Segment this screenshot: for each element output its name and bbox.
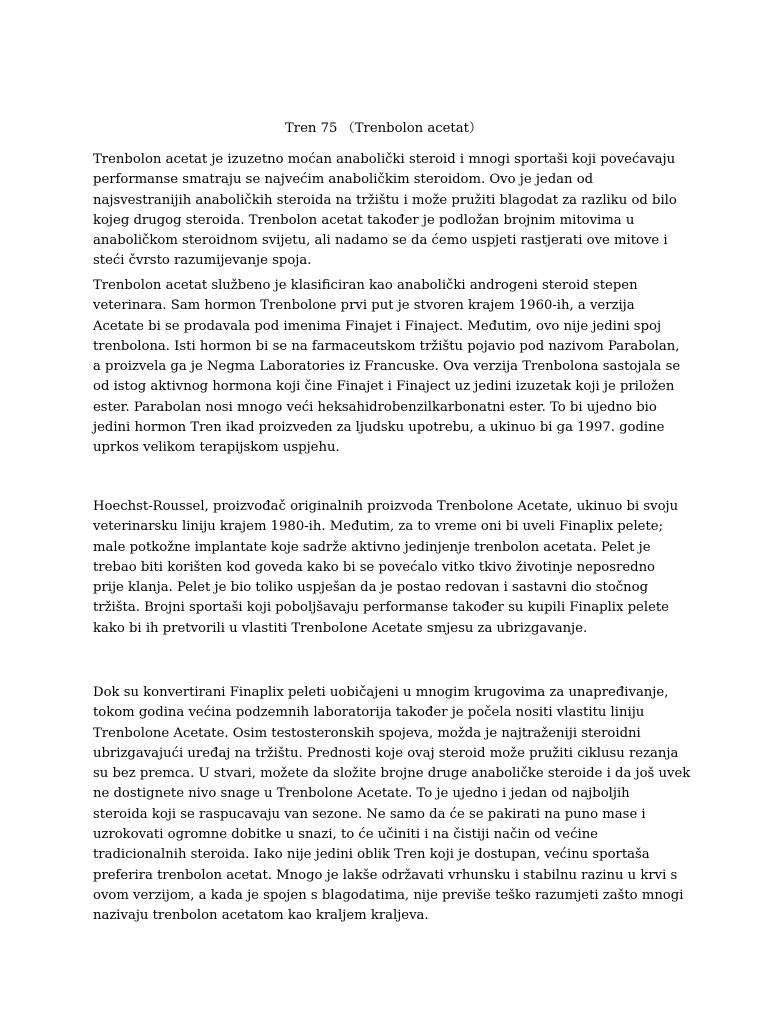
text-line: veterinara. Sam hormon Trenbolone prvi put je stvoren krajem 1960-ih, a verzija <box>93 298 635 314</box>
text-line: tržišta. Brojni sportaši koji poboljšavaju performanse također su kupili Finaplix pelete <box>93 600 669 616</box>
text-line: ovom verzijom, a kada je spojen s blagodatima, nije previše teško razumjeti zašto mnogi <box>93 887 684 903</box>
text-line: jedini hormon Tren ikad proizveden za ljudsku upotrebu, a ukinuo bi ga 1997. godine <box>93 420 665 436</box>
text-line: tokom godina većina podzemnih laboratorija također je počela nositi vlastitu liniju <box>93 705 645 721</box>
text-line: od istog aktivnog hormona koji čine Finajet i Finaject uz jedini izuzetak koji je priložen <box>93 379 675 395</box>
text-line: ester. Parabolan nosi mnogo veći heksahidrobenzilkarbonatni ester. To bi ujedno bio <box>93 399 657 415</box>
text-line: veterinarsku liniju krajem 1980-ih. Međutim, za to vreme oni bi uveli Finaplix pelete; <box>93 519 664 535</box>
text-line: ne dostignete nivo snage u Trenbolone Acetate. To je ujedno i jedan od najboljih <box>93 786 630 802</box>
text-line: preferira trenbolon acetat. Mnogo je lakše održavati vrhunsku i stabilnu razinu u krvi s <box>93 867 678 883</box>
text-line: Acetate bi se prodavala pod imenima Finajet i Finaject. Međutim, ovo nije jedini spoj <box>93 318 662 334</box>
paragraph-history <box>93 497 678 639</box>
text-line: ubrizgavajući uređaj na tržištu. Prednosti koje ovaj steroid može pružiti ciklusu rezanja <box>93 745 679 761</box>
paragraph-intro <box>93 150 677 272</box>
text-line: prije klanja. Pelet je bio toliko uspješan da je postao redovan i sastavni dio stočnog <box>93 580 649 596</box>
paragraph-usage <box>93 683 690 927</box>
paragraph-classification <box>93 276 680 459</box>
text-line: Hoechst-Roussel, proizvođač originalnih proizvoda Trenbolone Acetate, ukinuo bi svoju <box>93 499 679 514</box>
text-line: Trenbolon acetat službeno je klasificiran kao anabolički androgeni steroid stepen <box>93 278 638 293</box>
text-line: steroida koji se raspucavaju van sezone. Ne samo da će se pakirati na puno mase i <box>93 806 646 822</box>
text-line: a proizvela ga je Negma Laboratories iz Francuske. Ova verzija Trenbolona sastojala se <box>93 359 681 375</box>
text-line: performanse smatraju se najvećim anaboličkim steroidom. Ovo je jedan od <box>93 172 594 188</box>
text-line: uzrokovati ogromne dobitke u snazi, to će učiniti i na čistiji način od većine <box>93 827 598 843</box>
text-line: kako bi ih pretvorili u vlastiti Trenbolone Acetate smjesu za ubrizgavanje. <box>93 620 588 636</box>
text-line: Dok su konvertirani Finaplix peleti uobičajeni u mnogim krugovima za unapređivanje, <box>93 685 669 700</box>
text-line: trebao biti korišten kod goveda kako bi se povećalo vitko tkivo životinje neposredno <box>93 559 656 575</box>
text-line: kojeg drugog steroida. Trenbolon acetat također je podložan brojnim mitovima u <box>93 212 635 228</box>
text-line: Trenbolon acetat je izuzetno moćan anabolički steroid i mnogi sportaši koji povećavaju <box>93 152 676 167</box>
text-line: anaboličkom steroidnom svijetu, ali nadamo se da ćemo uspjeti rastjerati ove mitove i <box>93 233 668 249</box>
text-line: su bez premca. U stvari, možete da složite brojne druge anaboličke steroide i da još uvek <box>93 766 691 782</box>
text-line: steći čvrsto razumijevanje spoja. <box>93 253 312 269</box>
text-line: nazivaju trenbolon acetatom kao kraljem kraljeva. <box>93 908 429 924</box>
text-line: male potkožne implantate koje sadrže aktivno jedinjenje trenbolon acetata. Pelet je <box>93 539 651 555</box>
text-line: trenbolona. Isti hormon bi se na farmaceutskom tržištu pojavio pod nazivom Parabolan, <box>93 338 680 354</box>
text-line: tradicionalnih steroida. Iako nije jedini oblik Tren koji je dostupan, većinu sportaša <box>93 847 650 863</box>
text-line: Trenbolone Acetate. Osim testosteronskih spojeva, možda je najtraženiji steroidni <box>93 725 641 741</box>
text-line: najsvestranijih anaboličkih steroida na tržištu i može pružiti blagodat za razliku od bilo <box>93 192 677 208</box>
text-line: uprkos velikom terapijskom uspjehu. <box>93 440 340 456</box>
document-title: Tren 75 （Trenbolon acetat） <box>285 121 483 136</box>
